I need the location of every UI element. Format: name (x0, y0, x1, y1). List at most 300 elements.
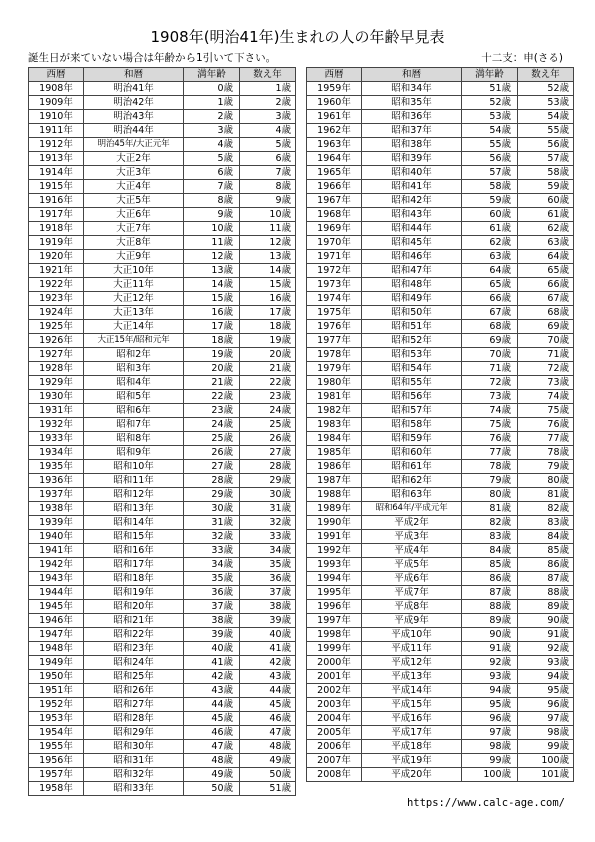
western-year-cell: 1966年 (307, 180, 362, 194)
counted-age-cell: 66歳 (518, 278, 574, 292)
counted-age-cell: 35歳 (240, 558, 296, 572)
table-row (307, 600, 574, 614)
full-age-cell: 87歳 (462, 586, 518, 600)
table-row (29, 390, 296, 404)
western-year-cell: 1967年 (307, 194, 362, 208)
full-age-cell: 56歳 (462, 152, 518, 166)
western-year-cell: 1917年 (29, 208, 84, 222)
counted-age-cell: 96歳 (518, 698, 574, 712)
japanese-era-cell: 大正14年 (84, 320, 184, 334)
counted-age-cell: 65歳 (518, 264, 574, 278)
western-year-cell: 1985年 (307, 446, 362, 460)
western-year-cell: 1997年 (307, 614, 362, 628)
full-age-cell: 55歳 (462, 138, 518, 152)
counted-age-cell: 84歳 (518, 530, 574, 544)
table-row (307, 278, 574, 292)
table-row (29, 446, 296, 460)
full-age-cell: 52歳 (462, 96, 518, 110)
counted-age-cell: 62歳 (518, 222, 574, 236)
counted-age-cell: 73歳 (518, 376, 574, 390)
counted-age-cell: 53歳 (518, 96, 574, 110)
japanese-era-cell: 昭和23年 (84, 642, 184, 656)
counted-age-cell: 5歳 (240, 138, 296, 152)
counted-age-cell: 49歳 (240, 754, 296, 768)
full-age-cell: 72歳 (462, 376, 518, 390)
table-row (29, 124, 296, 138)
western-year-cell: 1956年 (29, 754, 84, 768)
japanese-era-cell: 明治41年 (84, 82, 184, 96)
full-age-cell: 0歳 (184, 82, 240, 96)
western-year-cell: 1923年 (29, 292, 84, 306)
full-age-cell: 90歳 (462, 628, 518, 642)
full-age-cell: 36歳 (184, 586, 240, 600)
counted-age-cell: 101歳 (518, 768, 574, 782)
counted-age-cell: 90歳 (518, 614, 574, 628)
japanese-era-cell: 昭和54年 (362, 362, 462, 376)
table-row (307, 152, 574, 166)
western-year-cell: 1990年 (307, 516, 362, 530)
table-row (29, 586, 296, 600)
western-year-cell: 1918年 (29, 222, 84, 236)
western-year-cell: 2003年 (307, 698, 362, 712)
japanese-era-cell: 昭和62年 (362, 474, 462, 488)
counted-age-cell: 93歳 (518, 656, 574, 670)
western-year-cell: 1950年 (29, 670, 84, 684)
full-age-cell: 73歳 (462, 390, 518, 404)
western-year-cell: 1913年 (29, 152, 84, 166)
table-row (29, 628, 296, 642)
table-row (307, 180, 574, 194)
western-year-cell: 1988年 (307, 488, 362, 502)
table-row (29, 292, 296, 306)
table-row (307, 628, 574, 642)
full-age-cell: 78歳 (462, 460, 518, 474)
full-age-cell: 54歳 (462, 124, 518, 138)
counted-age-cell: 1歳 (240, 82, 296, 96)
counted-age-cell: 52歳 (518, 82, 574, 96)
japanese-era-cell: 平成10年 (362, 628, 462, 642)
table-row (307, 362, 574, 376)
table-row (307, 754, 574, 768)
counted-age-cell: 85歳 (518, 544, 574, 558)
table-row (307, 208, 574, 222)
full-age-cell: 83歳 (462, 530, 518, 544)
table-row (307, 124, 574, 138)
japanese-era-cell: 昭和15年 (84, 530, 184, 544)
counted-age-cell: 36歳 (240, 572, 296, 586)
header-western-year: 西暦 (29, 68, 84, 82)
western-year-cell: 1984年 (307, 432, 362, 446)
japanese-era-cell: 平成6年 (362, 572, 462, 586)
japanese-era-cell: 昭和63年 (362, 488, 462, 502)
table-row (29, 96, 296, 110)
western-year-cell: 1944年 (29, 586, 84, 600)
japanese-era-cell: 明治44年 (84, 124, 184, 138)
counted-age-cell: 69歳 (518, 320, 574, 334)
full-age-cell: 34歳 (184, 558, 240, 572)
table-row (29, 180, 296, 194)
western-year-cell: 1957年 (29, 768, 84, 782)
western-year-cell: 1941年 (29, 544, 84, 558)
full-age-cell: 25歳 (184, 432, 240, 446)
counted-age-cell: 20歳 (240, 348, 296, 362)
japanese-era-cell: 昭和57年 (362, 404, 462, 418)
full-age-cell: 28歳 (184, 474, 240, 488)
western-year-cell: 1948年 (29, 642, 84, 656)
japanese-era-cell: 昭和43年 (362, 208, 462, 222)
header-japanese-era: 和暦 (84, 68, 184, 82)
western-year-cell: 1989年 (307, 502, 362, 516)
japanese-era-cell: 昭和60年 (362, 446, 462, 460)
full-age-cell: 88歳 (462, 600, 518, 614)
counted-age-cell: 92歳 (518, 642, 574, 656)
japanese-era-cell: 平成9年 (362, 614, 462, 628)
full-age-cell: 45歳 (184, 712, 240, 726)
counted-age-cell: 6歳 (240, 152, 296, 166)
zodiac-label: 十二支：申(さる) (481, 52, 563, 64)
western-year-cell: 1946年 (29, 614, 84, 628)
full-age-cell: 69歳 (462, 334, 518, 348)
full-age-cell: 24歳 (184, 418, 240, 432)
japanese-era-cell: 昭和8年 (84, 432, 184, 446)
japanese-era-cell: 大正12年 (84, 292, 184, 306)
table-row (307, 572, 574, 586)
western-year-cell: 1978年 (307, 348, 362, 362)
full-age-cell: 53歳 (462, 110, 518, 124)
japanese-era-cell: 平成16年 (362, 712, 462, 726)
western-year-cell: 1996年 (307, 600, 362, 614)
full-age-cell: 77歳 (462, 446, 518, 460)
table-row (29, 516, 296, 530)
table-row (307, 334, 574, 348)
western-year-cell: 1971年 (307, 250, 362, 264)
japanese-era-cell: 平成11年 (362, 642, 462, 656)
table-row (29, 754, 296, 768)
table-row (29, 558, 296, 572)
counted-age-cell: 78歳 (518, 446, 574, 460)
full-age-cell: 57歳 (462, 166, 518, 180)
western-year-cell: 2002年 (307, 684, 362, 698)
western-year-cell: 1993年 (307, 558, 362, 572)
japanese-era-cell: 大正2年 (84, 152, 184, 166)
western-year-cell: 1916年 (29, 194, 84, 208)
full-age-cell: 89歳 (462, 614, 518, 628)
japanese-era-cell: 昭和10年 (84, 460, 184, 474)
counted-age-cell: 9歳 (240, 194, 296, 208)
table-row (307, 138, 574, 152)
counted-age-cell: 79歳 (518, 460, 574, 474)
full-age-cell: 91歳 (462, 642, 518, 656)
table-row (307, 418, 574, 432)
western-year-cell: 1979年 (307, 362, 362, 376)
full-age-cell: 65歳 (462, 278, 518, 292)
table-row (307, 488, 574, 502)
counted-age-cell: 68歳 (518, 306, 574, 320)
header-counted-age: 数え年 (240, 68, 296, 82)
counted-age-cell: 13歳 (240, 250, 296, 264)
table-row (29, 670, 296, 684)
counted-age-cell: 83歳 (518, 516, 574, 530)
western-year-cell: 2008年 (307, 768, 362, 782)
counted-age-cell: 64歳 (518, 250, 574, 264)
western-year-cell: 1922年 (29, 278, 84, 292)
counted-age-cell: 98歳 (518, 726, 574, 740)
western-year-cell: 1910年 (29, 110, 84, 124)
counted-age-cell: 59歳 (518, 180, 574, 194)
counted-age-cell: 17歳 (240, 306, 296, 320)
table-row (29, 166, 296, 180)
japanese-era-cell: 昭和36年 (362, 110, 462, 124)
table-row (29, 278, 296, 292)
counted-age-cell: 100歳 (518, 754, 574, 768)
japanese-era-cell: 昭和25年 (84, 670, 184, 684)
western-year-cell: 1982年 (307, 404, 362, 418)
counted-age-cell: 71歳 (518, 348, 574, 362)
japanese-era-cell: 昭和55年 (362, 376, 462, 390)
table-row (29, 530, 296, 544)
counted-age-cell: 97歳 (518, 712, 574, 726)
japanese-era-cell: 昭和4年 (84, 376, 184, 390)
western-year-cell: 1933年 (29, 432, 84, 446)
counted-age-cell: 76歳 (518, 418, 574, 432)
table-row (307, 264, 574, 278)
western-year-cell: 1992年 (307, 544, 362, 558)
western-year-cell: 1947年 (29, 628, 84, 642)
japanese-era-cell: 大正7年 (84, 222, 184, 236)
japanese-era-cell: 大正3年 (84, 166, 184, 180)
western-year-cell: 1986年 (307, 460, 362, 474)
western-year-cell: 1963年 (307, 138, 362, 152)
table-row (29, 250, 296, 264)
japanese-era-cell: 大正10年 (84, 264, 184, 278)
full-age-cell: 16歳 (184, 306, 240, 320)
western-year-cell: 1960年 (307, 96, 362, 110)
japanese-era-cell: 昭和20年 (84, 600, 184, 614)
counted-age-cell: 22歳 (240, 376, 296, 390)
counted-age-cell: 2歳 (240, 96, 296, 110)
japanese-era-cell: 昭和50年 (362, 306, 462, 320)
table-row (307, 558, 574, 572)
table-row (307, 740, 574, 754)
western-year-cell: 1980年 (307, 376, 362, 390)
counted-age-cell: 41歳 (240, 642, 296, 656)
full-age-cell: 68歳 (462, 320, 518, 334)
counted-age-cell: 11歳 (240, 222, 296, 236)
japanese-era-cell: 昭和58年 (362, 418, 462, 432)
full-age-cell: 1歳 (184, 96, 240, 110)
full-age-cell: 58歳 (462, 180, 518, 194)
japanese-era-cell: 平成17年 (362, 726, 462, 740)
full-age-cell: 15歳 (184, 292, 240, 306)
counted-age-cell: 94歳 (518, 670, 574, 684)
western-year-cell: 1955年 (29, 740, 84, 754)
table-row (307, 712, 574, 726)
full-age-cell: 64歳 (462, 264, 518, 278)
table-row (307, 614, 574, 628)
site-url: https://www.calc-age.com/ (406, 797, 565, 809)
counted-age-cell: 56歳 (518, 138, 574, 152)
full-age-cell: 93歳 (462, 670, 518, 684)
counted-age-cell: 82歳 (518, 502, 574, 516)
japanese-era-cell: 平成13年 (362, 670, 462, 684)
counted-age-cell: 4歳 (240, 124, 296, 138)
table-row (29, 684, 296, 698)
counted-age-cell: 95歳 (518, 684, 574, 698)
table-row (307, 656, 574, 670)
table-row (307, 320, 574, 334)
counted-age-cell: 55歳 (518, 124, 574, 138)
counted-age-cell: 44歳 (240, 684, 296, 698)
full-age-cell: 47歳 (184, 740, 240, 754)
full-age-cell: 38歳 (184, 614, 240, 628)
page-title: 1908年(明治41年)生まれの人の年齢早見表 (150, 28, 445, 46)
counted-age-cell: 29歳 (240, 474, 296, 488)
counted-age-cell: 72歳 (518, 362, 574, 376)
full-age-cell: 99歳 (462, 754, 518, 768)
table-row (29, 698, 296, 712)
japanese-era-cell: 昭和64年/平成元年 (362, 502, 462, 516)
western-year-cell: 1914年 (29, 166, 84, 180)
table-row (307, 222, 574, 236)
table-row (29, 768, 296, 782)
japanese-era-cell: 昭和42年 (362, 194, 462, 208)
table-row (29, 236, 296, 250)
counted-age-cell: 42歳 (240, 656, 296, 670)
full-age-cell: 82歳 (462, 516, 518, 530)
table-row (307, 348, 574, 362)
table-row (29, 82, 296, 96)
table-row (307, 292, 574, 306)
japanese-era-cell: 昭和19年 (84, 586, 184, 600)
full-age-cell: 33歳 (184, 544, 240, 558)
japanese-era-cell: 大正4年 (84, 180, 184, 194)
counted-age-cell: 38歳 (240, 600, 296, 614)
japanese-era-cell: 大正9年 (84, 250, 184, 264)
japanese-era-cell: 昭和51年 (362, 320, 462, 334)
western-year-cell: 1912年 (29, 138, 84, 152)
japanese-era-cell: 昭和22年 (84, 628, 184, 642)
counted-age-cell: 24歳 (240, 404, 296, 418)
full-age-cell: 100歳 (462, 768, 518, 782)
counted-age-cell: 70歳 (518, 334, 574, 348)
counted-age-cell: 12歳 (240, 236, 296, 250)
table-row (307, 82, 574, 96)
japanese-era-cell: 昭和33年 (84, 782, 184, 796)
full-age-cell: 26歳 (184, 446, 240, 460)
japanese-era-cell: 平成12年 (362, 656, 462, 670)
full-age-cell: 66歳 (462, 292, 518, 306)
table-row (29, 740, 296, 754)
full-age-cell: 51歳 (462, 82, 518, 96)
japanese-era-cell: 昭和35年 (362, 96, 462, 110)
header-japanese-era: 和暦 (362, 68, 462, 82)
birthday-note: 誕生日が来ていない場合は年齢から1引いて下さい。 (28, 52, 277, 64)
full-age-cell: 70歳 (462, 348, 518, 362)
counted-age-cell: 30歳 (240, 488, 296, 502)
counted-age-cell: 88歳 (518, 586, 574, 600)
table-row (307, 404, 574, 418)
table-row (307, 96, 574, 110)
table-row (29, 110, 296, 124)
japanese-era-cell: 昭和16年 (84, 544, 184, 558)
western-year-cell: 1908年 (29, 82, 84, 96)
counted-age-cell: 91歳 (518, 628, 574, 642)
counted-age-cell: 63歳 (518, 236, 574, 250)
table-header-row (29, 68, 296, 82)
western-year-cell: 1975年 (307, 306, 362, 320)
table-header-row (307, 68, 574, 82)
counted-age-cell: 34歳 (240, 544, 296, 558)
japanese-era-cell: 平成18年 (362, 740, 462, 754)
counted-age-cell: 50歳 (240, 768, 296, 782)
full-age-cell: 27歳 (184, 460, 240, 474)
western-year-cell: 2000年 (307, 656, 362, 670)
japanese-era-cell: 昭和53年 (362, 348, 462, 362)
counted-age-cell: 60歳 (518, 194, 574, 208)
table-row (307, 544, 574, 558)
japanese-era-cell: 昭和30年 (84, 740, 184, 754)
full-age-cell: 49歳 (184, 768, 240, 782)
counted-age-cell: 28歳 (240, 460, 296, 474)
western-year-cell: 1991年 (307, 530, 362, 544)
header-counted-age: 数え年 (518, 68, 574, 82)
western-year-cell: 2004年 (307, 712, 362, 726)
table-row (29, 348, 296, 362)
western-year-cell: 1926年 (29, 334, 84, 348)
japanese-era-cell: 大正15年/昭和元年 (84, 334, 184, 348)
full-age-cell: 60歳 (462, 208, 518, 222)
table-row (29, 306, 296, 320)
table-row (29, 460, 296, 474)
counted-age-cell: 81歳 (518, 488, 574, 502)
full-age-cell: 84歳 (462, 544, 518, 558)
western-year-cell: 1977年 (307, 334, 362, 348)
full-age-cell: 92歳 (462, 656, 518, 670)
header-western-year: 西暦 (307, 68, 362, 82)
counted-age-cell: 54歳 (518, 110, 574, 124)
full-age-cell: 17歳 (184, 320, 240, 334)
counted-age-cell: 19歳 (240, 334, 296, 348)
table-body-left (29, 82, 296, 796)
western-year-cell: 1940年 (29, 530, 84, 544)
header-full-age: 満年齢 (462, 68, 518, 82)
counted-age-cell: 58歳 (518, 166, 574, 180)
counted-age-cell: 47歳 (240, 726, 296, 740)
full-age-cell: 50歳 (184, 782, 240, 796)
western-year-cell: 1952年 (29, 698, 84, 712)
counted-age-cell: 26歳 (240, 432, 296, 446)
full-age-cell: 79歳 (462, 474, 518, 488)
western-year-cell: 1994年 (307, 572, 362, 586)
table-row (29, 656, 296, 670)
japanese-era-cell: 昭和48年 (362, 278, 462, 292)
counted-age-cell: 18歳 (240, 320, 296, 334)
table-row (307, 166, 574, 180)
full-age-cell: 13歳 (184, 264, 240, 278)
western-year-cell: 1945年 (29, 600, 84, 614)
table-row (29, 712, 296, 726)
western-year-cell: 1961年 (307, 110, 362, 124)
table-row (29, 222, 296, 236)
table-row (307, 474, 574, 488)
full-age-cell: 61歳 (462, 222, 518, 236)
western-year-cell: 1924年 (29, 306, 84, 320)
full-age-cell: 23歳 (184, 404, 240, 418)
table-row (29, 614, 296, 628)
japanese-era-cell: 平成7年 (362, 586, 462, 600)
western-year-cell: 1937年 (29, 488, 84, 502)
japanese-era-cell: 昭和17年 (84, 558, 184, 572)
